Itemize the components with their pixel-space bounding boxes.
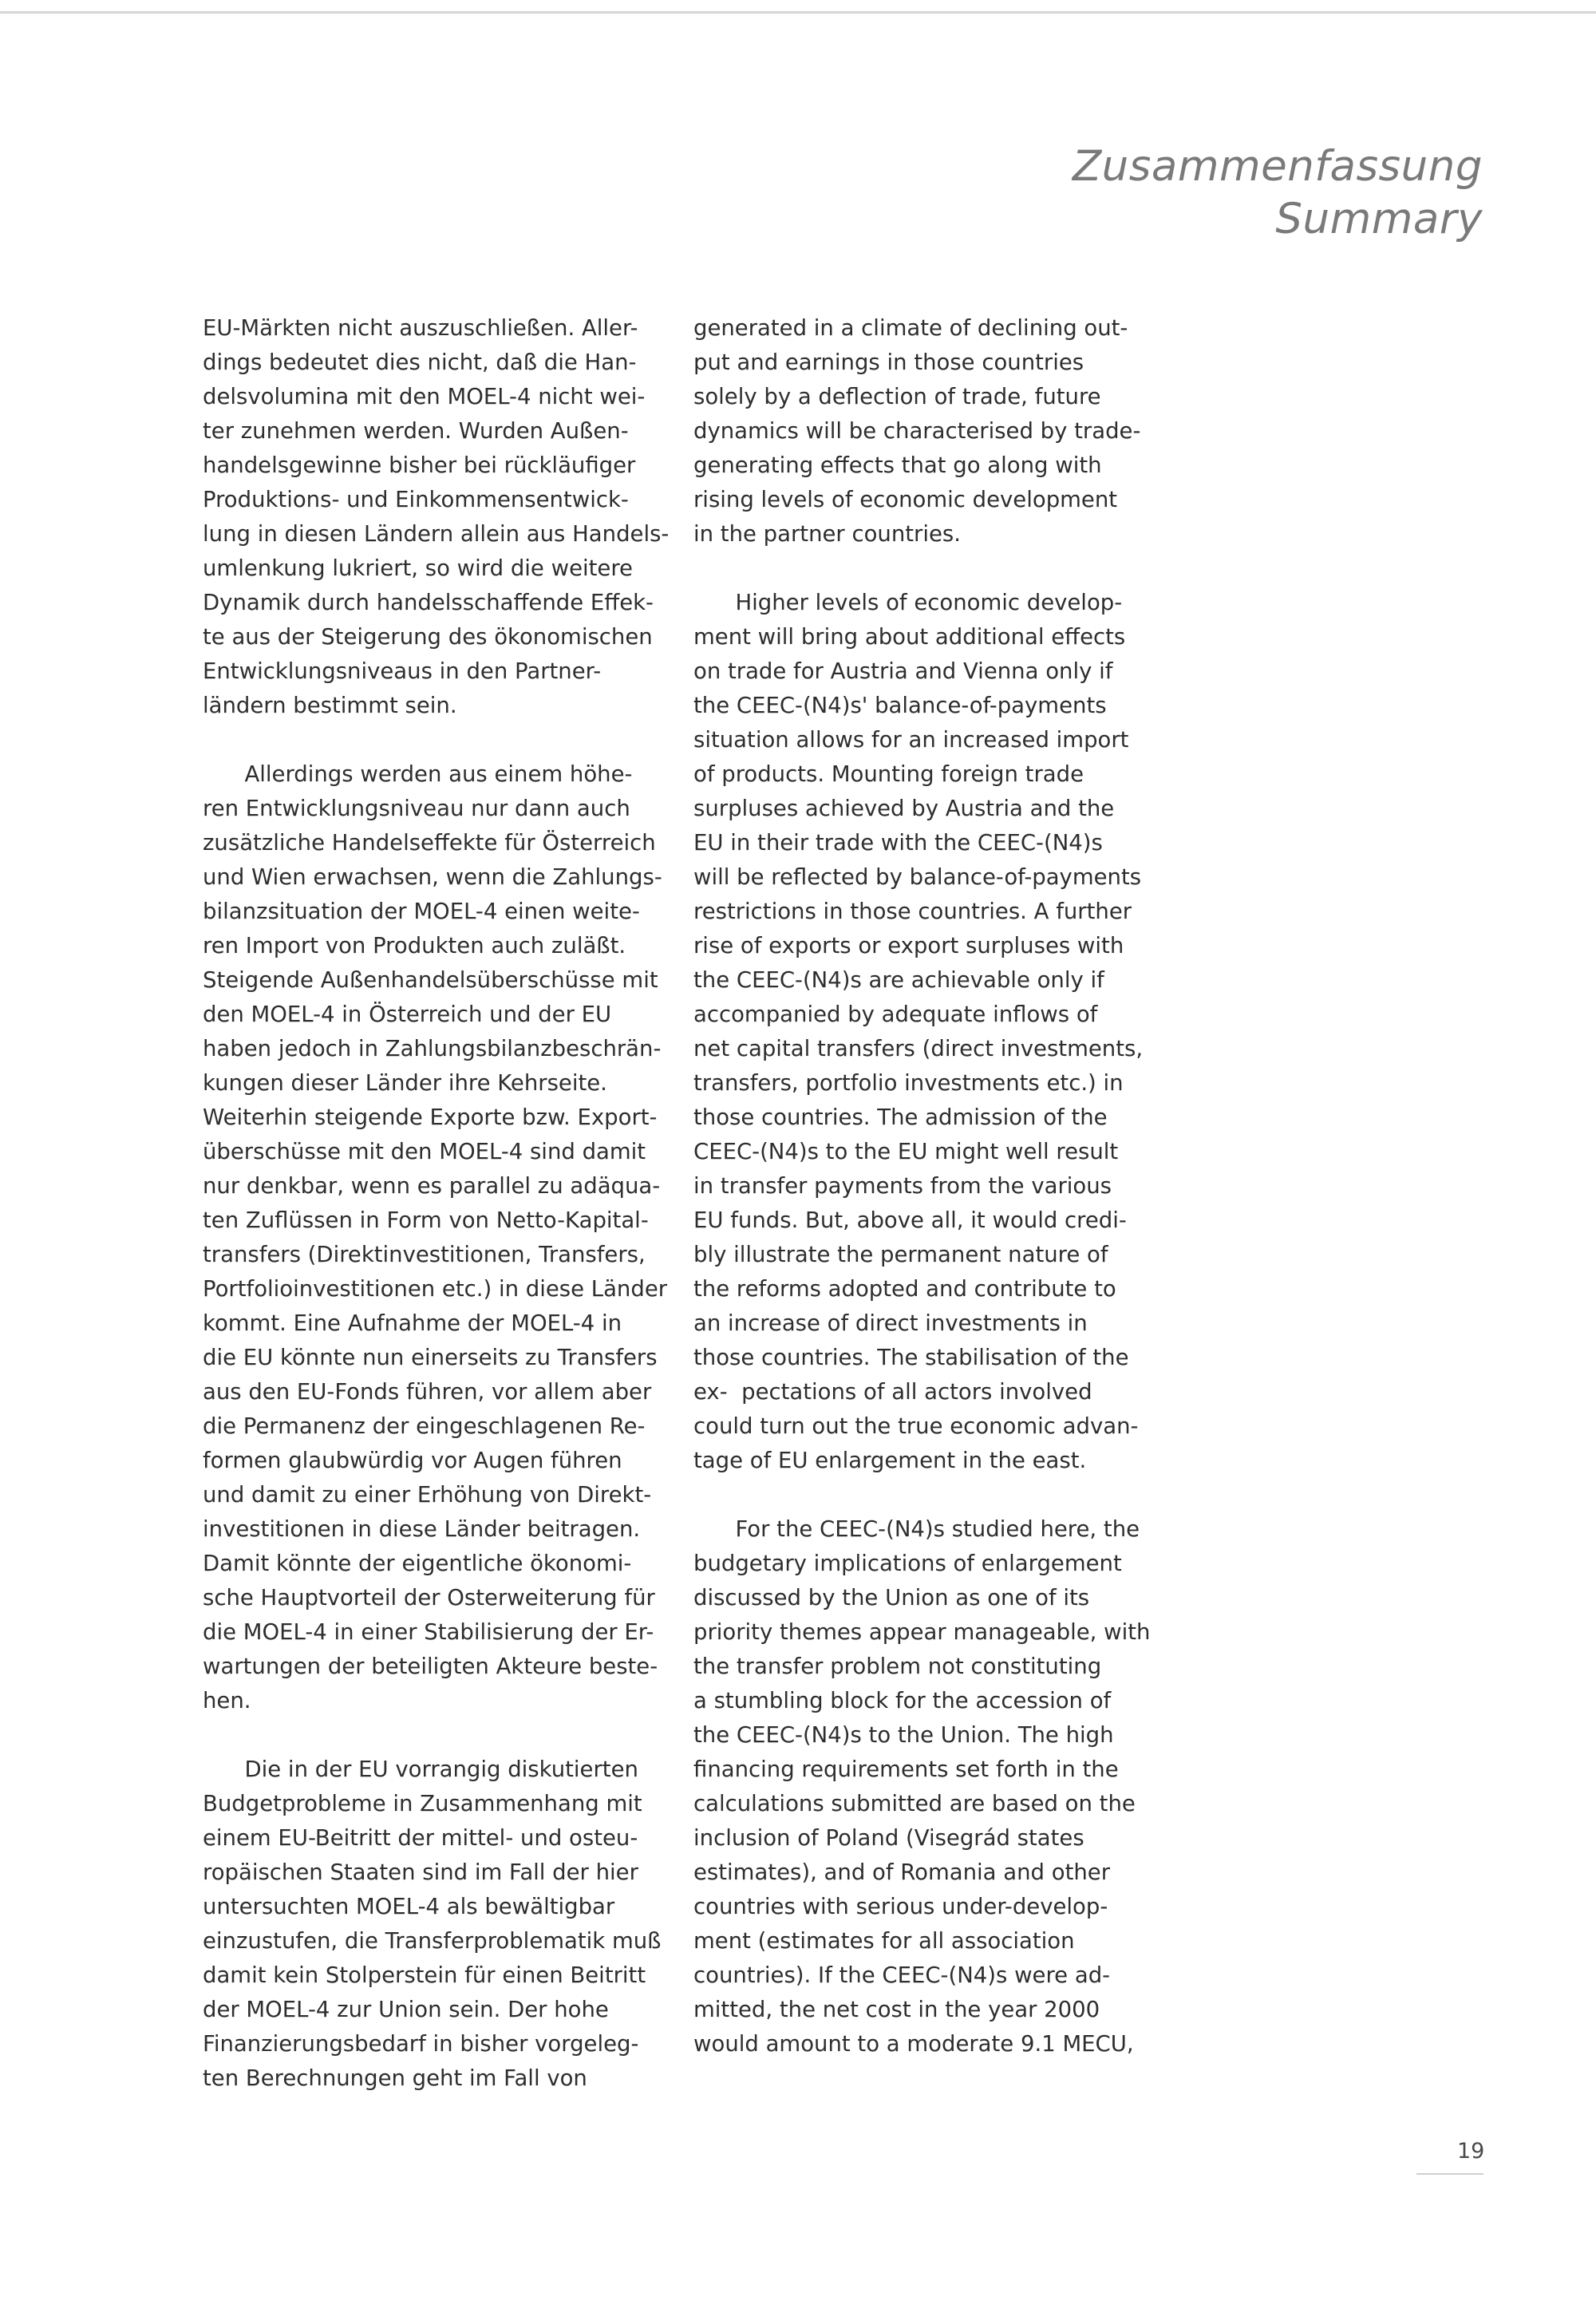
text-line: ropäischen Staaten sind im Fall der hier xyxy=(203,1860,638,1885)
page-number: 19 xyxy=(1457,2139,1485,2164)
text-line: Die in der EU vorrangig diskutierten xyxy=(203,1757,638,1782)
text-line: untersuchten MOEL-4 als bewältigbar xyxy=(203,1894,615,1919)
text-line: generated in a climate of declining out- xyxy=(693,315,1128,341)
text-line: tage of EU enlargement in the east. xyxy=(693,1448,1087,1473)
text-line: ment will bring about additional effects xyxy=(693,624,1126,650)
text-line: net capital transfers (direct investments, xyxy=(693,1036,1144,1061)
text-line: the CEEC-(N4)s to the Union. The high xyxy=(693,1722,1114,1748)
text-line: Produktions- und Einkommensentwick- xyxy=(203,487,629,512)
text-line: surpluses achieved by Austria and the xyxy=(693,796,1115,821)
text-line: nur denkbar, wenn es parallel zu adäqua- xyxy=(203,1173,661,1199)
english-paragraph xyxy=(693,586,1172,1478)
text-line: wartungen der beteiligten Akteure beste- xyxy=(203,1654,658,1679)
text-line: kungen dieser Länder ihre Kehrseite. xyxy=(203,1070,607,1096)
text-line: Steigende Außenhandelsüberschüsse mit xyxy=(203,967,658,993)
text-line: the reforms adopted and contribute to xyxy=(693,1276,1116,1302)
text-line: ex- pectations of all actors involved xyxy=(693,1379,1092,1405)
text-line: generating effects that go along with xyxy=(693,453,1102,478)
text-line: ren Import von Produkten auch zuläßt. xyxy=(203,933,626,958)
text-line: die Permanenz der eingeschlagenen Re- xyxy=(203,1413,646,1439)
text-line: lung in diesen Ländern allein aus Handels- xyxy=(203,521,670,547)
text-line: bilanzsituation der MOEL-4 einen weite- xyxy=(203,899,640,924)
text-line: of products. Mounting foreign trade xyxy=(693,761,1084,787)
heading-english: Summary xyxy=(1275,195,1483,243)
text-line: the CEEC-(N4)s' balance-of-payments xyxy=(693,693,1107,718)
text-line: ten Berechnungen geht im Fall von xyxy=(203,2065,587,2091)
text-line: would amount to a moderate 9.1 MECU, xyxy=(693,2031,1134,2057)
german-paragraph xyxy=(203,1753,681,2096)
text-line: umlenkung lukriert, so wird die weitere xyxy=(203,555,633,581)
text-line: a stumbling block for the accession of xyxy=(693,1688,1112,1713)
text-line: handelsgewinne bisher bei rückläufiger xyxy=(203,453,636,478)
text-line: discussed by the Union as one of its xyxy=(693,1585,1090,1611)
text-line: und damit zu einer Erhöhung von Direkt- xyxy=(203,1482,652,1508)
text-line: te aus der Steigerung des ökonomischen xyxy=(203,624,653,650)
text-line: ment (estimates for all association xyxy=(693,1928,1075,1954)
text-line: budgetary implications of enlargement xyxy=(693,1551,1122,1576)
text-line: ten Zuflüssen in Form von Netto-Kapital- xyxy=(203,1207,649,1233)
page-number-rule xyxy=(1416,2173,1483,2175)
text-line: EU-Märkten nicht auszuschließen. Aller- xyxy=(203,315,638,341)
text-line: inclusion of Poland (Visegrád states xyxy=(693,1825,1084,1851)
text-line: Portfolioinvestitionen etc.) in diese Länder xyxy=(203,1276,668,1302)
german-paragraph xyxy=(203,757,681,1718)
text-line: EU in their trade with the CEEC-(N4)s xyxy=(693,830,1103,856)
page-top-edge xyxy=(0,11,1596,14)
text-line: sche Hauptvorteil der Osterweiterung für xyxy=(203,1585,655,1611)
text-line: restrictions in those countries. A further xyxy=(693,899,1132,924)
text-line: dynamics will be characterised by trade- xyxy=(693,418,1141,444)
text-line: rising levels of economic development xyxy=(693,487,1118,512)
text-line: CEEC-(N4)s to the EU might well result xyxy=(693,1139,1119,1164)
text-line: priority themes appear manageable, with xyxy=(693,1619,1151,1645)
text-line: solely by a deflection of trade, future xyxy=(693,384,1101,409)
text-line: Finanzierungsbedarf in bisher vorgeleg- xyxy=(203,2031,639,2057)
text-line: dings bedeutet dies nicht, daß die Han- xyxy=(203,350,637,375)
text-line: zusätzliche Handelseffekte für Österreich xyxy=(203,830,656,856)
text-line: die MOEL-4 in einer Stabilisierung der Er- xyxy=(203,1619,654,1645)
heading-german: Zusammenfassung xyxy=(1072,142,1483,191)
text-line: financing requirements set forth in the xyxy=(693,1757,1119,1782)
english-paragraph xyxy=(693,1512,1172,2061)
text-line: transfers (Direktinvestitionen, Transfers, xyxy=(203,1242,646,1267)
text-line: überschüsse mit den MOEL-4 sind damit xyxy=(203,1139,646,1164)
text-line: could turn out the true economic advan- xyxy=(693,1413,1139,1439)
text-line: situation allows for an increased import xyxy=(693,727,1129,753)
text-line: formen glaubwürdig vor Augen führen xyxy=(203,1448,622,1473)
text-line: Higher levels of economic develop- xyxy=(693,590,1123,615)
text-line: on trade for Austria and Vienna only if xyxy=(693,658,1113,684)
text-line: den MOEL-4 in Österreich und der EU xyxy=(203,1002,612,1027)
text-line: Dynamik durch handelsschaffende Effek- xyxy=(203,590,654,615)
text-line: damit kein Stolperstein für einen Beitritt xyxy=(203,1962,646,1988)
text-line: those countries. The admission of the xyxy=(693,1105,1108,1130)
text-line: Entwicklungsniveaus in den Partner- xyxy=(203,658,602,684)
section-heading xyxy=(1073,140,1483,246)
text-line: transfers, portfolio investments etc.) in xyxy=(693,1070,1124,1096)
text-line: ren Entwicklungsniveau nur dann auch xyxy=(203,796,630,821)
text-line: investitionen in diese Länder beitragen. xyxy=(203,1516,641,1542)
german-paragraph xyxy=(203,311,681,723)
text-line: einzustufen, die Transferproblematik muß xyxy=(203,1928,662,1954)
text-line: delsvolumina mit den MOEL-4 nicht wei- xyxy=(203,384,646,409)
text-line: those countries. The stabilisation of the xyxy=(693,1345,1129,1370)
text-line: rise of exports or export surpluses with xyxy=(693,933,1124,958)
english-paragraph xyxy=(693,311,1172,551)
text-line: For the CEEC-(N4)s studied here, the xyxy=(693,1516,1140,1542)
german-text-column xyxy=(203,311,681,2130)
text-line: estimates), and of Romania and other xyxy=(693,1860,1111,1885)
text-line: accompanied by adequate inflows of xyxy=(693,1002,1098,1027)
text-line: hen. xyxy=(203,1688,251,1713)
text-line: aus den EU-Fonds führen, vor allem aber xyxy=(203,1379,652,1405)
text-line: einem EU-Beitritt der mittel- und osteu- xyxy=(203,1825,638,1851)
text-line: die EU könnte nun einerseits zu Transfers xyxy=(203,1345,658,1370)
text-line: und Wien erwachsen, wenn die Zahlungs- xyxy=(203,864,662,890)
text-line: in transfer payments from the various xyxy=(693,1173,1112,1199)
text-line: countries with serious under-develop- xyxy=(693,1894,1108,1919)
text-line: bly illustrate the permanent nature of xyxy=(693,1242,1108,1267)
text-line: kommt. Eine Aufnahme der MOEL-4 in xyxy=(203,1310,622,1336)
english-text-column xyxy=(693,311,1172,2096)
text-line: EU funds. But, above all, it would credi- xyxy=(693,1207,1127,1233)
text-line: in the partner countries. xyxy=(693,521,961,547)
text-line: Weiterhin steigende Exporte bzw. Export- xyxy=(203,1105,658,1130)
text-line: put and earnings in those countries xyxy=(693,350,1084,375)
text-line: Budgetprobleme in Zusammenhang mit xyxy=(203,1791,642,1816)
text-line: the transfer problem not constituting xyxy=(693,1654,1102,1679)
text-line: Damit könnte der eigentliche ökonomi- xyxy=(203,1551,632,1576)
text-line: ländern bestimmt sein. xyxy=(203,693,457,718)
text-line: haben jedoch in Zahlungsbilanzbeschrän- xyxy=(203,1036,662,1061)
text-line: countries). If the CEEC-(N4)s were ad- xyxy=(693,1962,1111,1988)
text-line: calculations submitted are based on the xyxy=(693,1791,1136,1816)
text-line: der MOEL-4 zur Union sein. Der hohe xyxy=(203,1997,609,2022)
text-line: Allerdings werden aus einem höhe- xyxy=(203,761,633,787)
text-line: an increase of direct investments in xyxy=(693,1310,1088,1336)
text-line: will be reflected by balance-of-payments xyxy=(693,864,1142,890)
text-line: mitted, the net cost in the year 2000 xyxy=(693,1997,1100,2022)
text-line: the CEEC-(N4)s are achievable only if xyxy=(693,967,1104,993)
text-line: ter zunehmen werden. Wurden Außen- xyxy=(203,418,629,444)
